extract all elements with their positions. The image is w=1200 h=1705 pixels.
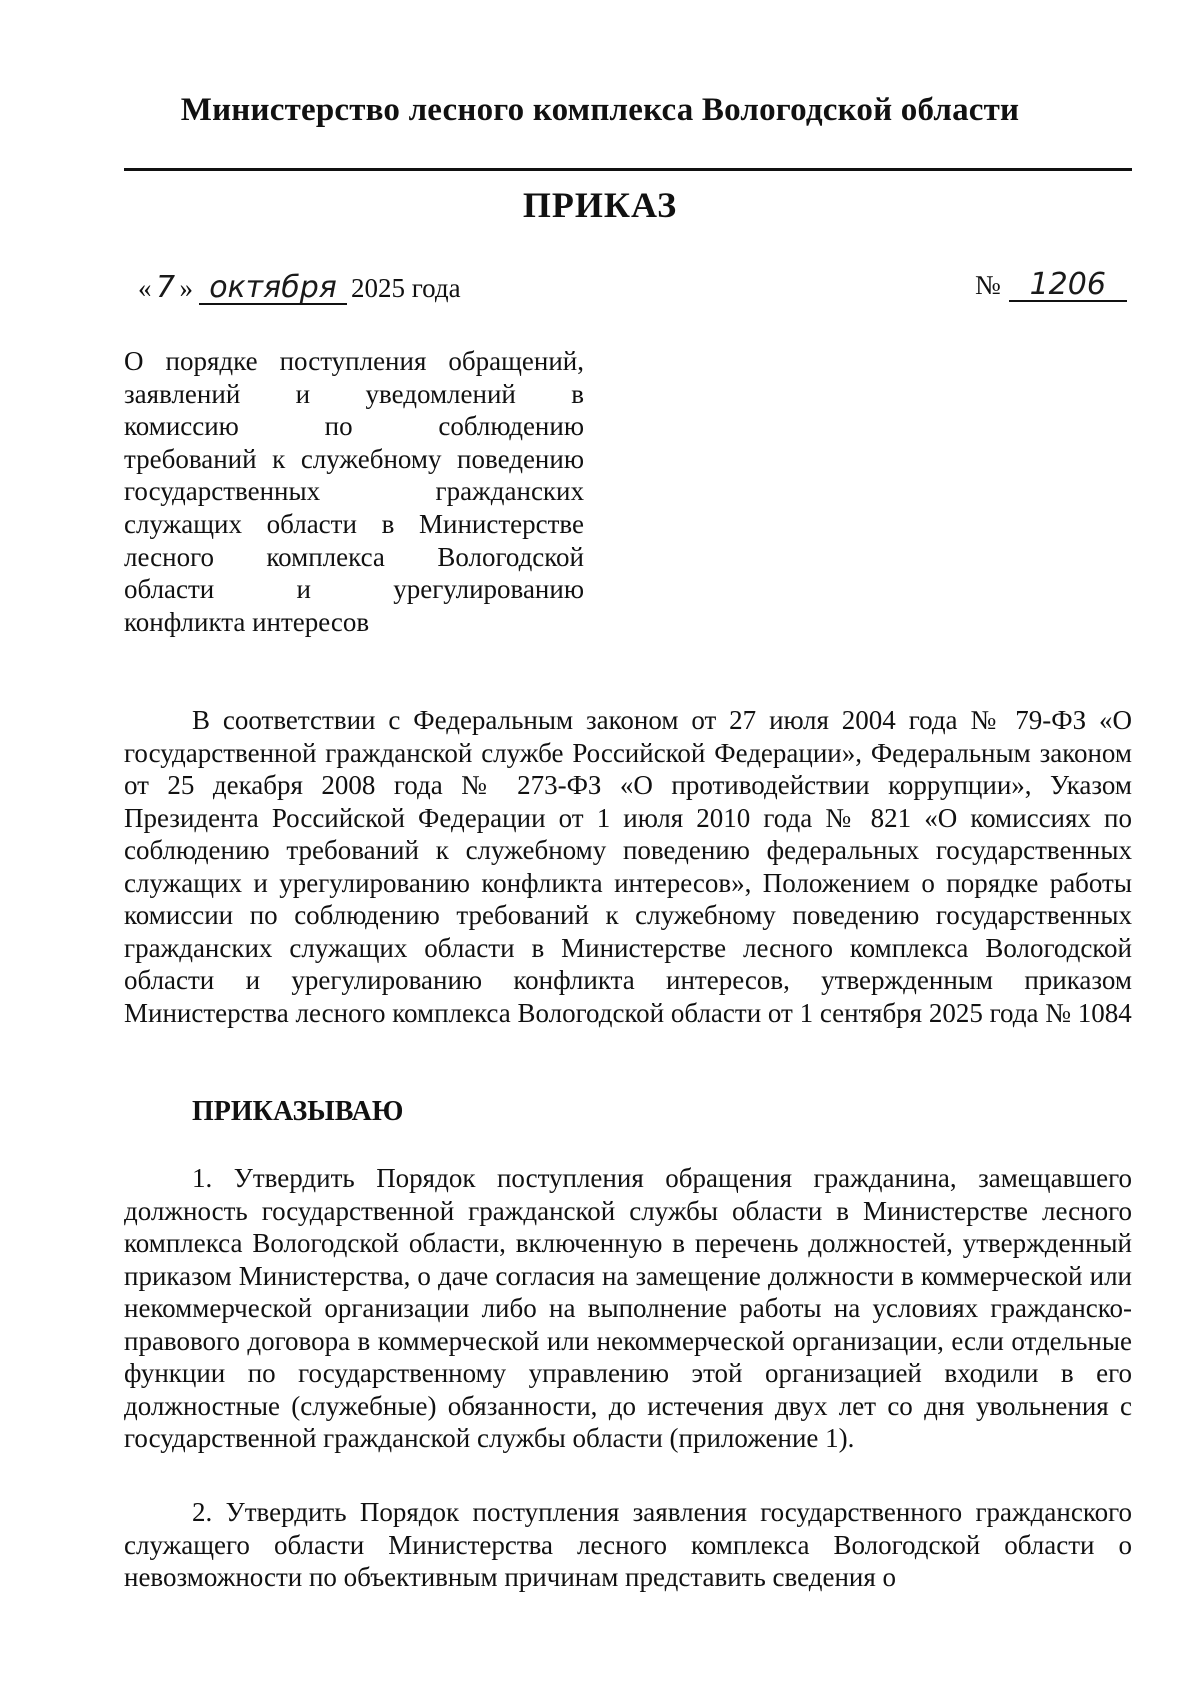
order-item-1: 1. Утвердить Порядок поступления обращения гражданина, замещавшего должность государственной гражданской службы области в Министерстве лесного комплекса Вологодской области, включенную в перечень должностей, утвержденный приказом Министерства, о даче согласия на замещение должности в коммерческой или некоммерческой организации либо на выполнение работы на условиях гражданско-правового договора в коммерческой или некоммерческой организации, если отдельные функции по государственному управлению этой организацией входили в его должностные (служебные) обязанности, до истечения двух лет со дня увольнения с государственной гражданской службы области (приложение 1). (124, 1163, 1132, 1453)
document-title: ПРИКАЗ (522, 185, 678, 225)
header-divider (124, 168, 1132, 171)
subject-line: комиссию по соблюдению (124, 411, 584, 442)
subject-line: области и урегулированию (124, 574, 584, 605)
order-subject (124, 345, 584, 638)
subject-line: конфликта интересов (124, 606, 370, 637)
subject-line: заявлений и уведомлений в (124, 378, 584, 409)
order-item-2: 2. Утвердить Порядок поступления заявления государственного гражданского служащего области Министерства лесного комплекса Вологодской области о невозможности по объективным причинам представить сведения о (124, 1497, 1132, 1592)
order-date (138, 270, 461, 305)
date-year: 2025 года (351, 273, 461, 303)
date-open-quote: « (138, 273, 152, 303)
subject-line: требований к служебному поведению (124, 443, 584, 474)
preamble-paragraph: В соответствии с Федеральным законом от 27 июля 2004 года № 79-ФЗ «О государственной гражданской службе Российской Федерации», Федеральным законом от 25 декабря 2008 года № 273-ФЗ «О противодействии коррупции», Указом Президента Российской Федерации от 1 июля 2010 года № 821 «О комиссиях по соблюдению требований к служебному поведению федеральных государственных служащих и урегулированию конфликта интересов», Положением о порядке работы комиссии по соблюдению требований к служебному поведению государственных гражданских служащих области в Министерстве лесного комплекса Вологодской области и урегулированию конфликта интересов, утвержденным приказом Министерства лесного комплекса Вологодской области от 1 сентября 2025 года № 1084 (124, 705, 1132, 1028)
number-label: № (975, 270, 1001, 300)
order-heading: ПРИКАЗЫВАЮ (192, 1096, 404, 1127)
subject-line: государственных гражданских (124, 476, 584, 507)
subject-line: служащих области в Министерстве (124, 508, 584, 539)
subject-line: О порядке поступления обращений, (124, 346, 584, 376)
subject-line: лесного комплекса Вологодской (124, 541, 584, 572)
date-month-handwritten: октября (199, 273, 347, 305)
date-close-quote: » (179, 273, 193, 303)
number-handwritten: 1206 (1009, 270, 1127, 302)
date-day-handwritten: 7 (155, 270, 176, 305)
order-number (975, 267, 1127, 302)
ministry-name: Министерство лесного комплекса Вологодской области (180, 92, 1020, 128)
